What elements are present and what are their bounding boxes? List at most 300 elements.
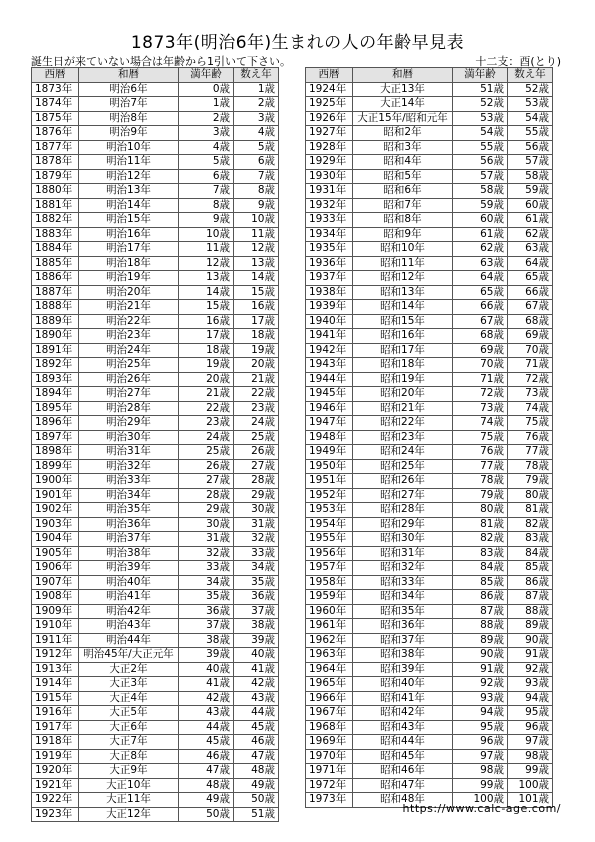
cell-counted-age: 7歳 <box>234 169 279 184</box>
cell-western-year: 1922年 <box>32 793 79 808</box>
cell-full-age: 91歳 <box>453 662 508 677</box>
cell-counted-age: 16歳 <box>234 300 279 315</box>
cell-full-age: 51歳 <box>453 82 508 97</box>
table-row <box>32 401 279 416</box>
cell-full-age: 69歳 <box>453 343 508 358</box>
table-row <box>32 561 279 576</box>
table-row <box>32 793 279 808</box>
cell-japanese-era: 昭和33年 <box>353 575 453 590</box>
cell-western-year: 1884年 <box>32 242 79 257</box>
cell-counted-age: 2歳 <box>234 97 279 112</box>
table-row <box>32 213 279 228</box>
cell-full-age: 88歳 <box>453 619 508 634</box>
cell-western-year: 1972年 <box>306 778 353 793</box>
cell-full-age: 64歳 <box>453 271 508 286</box>
cell-western-year: 1897年 <box>32 430 79 445</box>
cell-western-year: 1894年 <box>32 387 79 402</box>
table-row <box>306 256 553 271</box>
cell-japanese-era: 昭和16年 <box>353 329 453 344</box>
cell-full-age: 22歳 <box>179 401 234 416</box>
table-row <box>306 111 553 126</box>
cell-japanese-era: 明治27年 <box>79 387 179 402</box>
cell-japanese-era: 明治39年 <box>79 561 179 576</box>
cell-counted-age: 13歳 <box>234 256 279 271</box>
cell-counted-age: 38歳 <box>234 619 279 634</box>
cell-full-age: 14歳 <box>179 285 234 300</box>
cell-japanese-era: 昭和14年 <box>353 300 453 315</box>
cell-western-year: 1958年 <box>306 575 353 590</box>
cell-counted-age: 75歳 <box>508 416 553 431</box>
cell-western-year: 1936年 <box>306 256 353 271</box>
cell-japanese-era: 大正8年 <box>79 749 179 764</box>
cell-japanese-era: 明治21年 <box>79 300 179 315</box>
cell-full-age: 10歳 <box>179 227 234 242</box>
cell-japanese-era: 明治10年 <box>79 140 179 155</box>
cell-western-year: 1879年 <box>32 169 79 184</box>
cell-full-age: 63歳 <box>453 256 508 271</box>
table-row <box>32 416 279 431</box>
cell-japanese-era: 明治40年 <box>79 575 179 590</box>
cell-full-age: 9歳 <box>179 213 234 228</box>
cell-counted-age: 80歳 <box>508 488 553 503</box>
cell-western-year: 1876年 <box>32 126 79 141</box>
cell-western-year: 1971年 <box>306 764 353 779</box>
cell-western-year: 1912年 <box>32 648 79 663</box>
cell-counted-age: 10歳 <box>234 213 279 228</box>
table-row <box>32 256 279 271</box>
cell-western-year: 1892年 <box>32 358 79 373</box>
header-counted-age: 数え年 <box>234 68 279 83</box>
cell-counted-age: 20歳 <box>234 358 279 373</box>
cell-full-age: 59歳 <box>453 198 508 213</box>
cell-counted-age: 15歳 <box>234 285 279 300</box>
cell-counted-age: 32歳 <box>234 532 279 547</box>
cell-counted-age: 94歳 <box>508 691 553 706</box>
table-row <box>32 343 279 358</box>
header-counted-age: 数え年 <box>508 68 553 83</box>
cell-counted-age: 88歳 <box>508 604 553 619</box>
table-row <box>32 735 279 750</box>
cell-counted-age: 41歳 <box>234 662 279 677</box>
cell-counted-age: 39歳 <box>234 633 279 648</box>
cell-western-year: 1925年 <box>306 97 353 112</box>
table-row <box>32 184 279 199</box>
cell-counted-age: 79歳 <box>508 474 553 489</box>
cell-western-year: 1880年 <box>32 184 79 199</box>
cell-western-year: 1949年 <box>306 445 353 460</box>
cell-western-year: 1970年 <box>306 749 353 764</box>
cell-western-year: 1906年 <box>32 561 79 576</box>
table-row <box>32 706 279 721</box>
cell-full-age: 50歳 <box>179 807 234 822</box>
table-row <box>306 778 553 793</box>
cell-counted-age: 47歳 <box>234 749 279 764</box>
cell-counted-age: 77歳 <box>508 445 553 460</box>
table-row <box>306 764 553 779</box>
cell-counted-age: 90歳 <box>508 633 553 648</box>
cell-japanese-era: 明治17年 <box>79 242 179 257</box>
cell-japanese-era: 昭和40年 <box>353 677 453 692</box>
cell-western-year: 1895年 <box>32 401 79 416</box>
cell-japanese-era: 大正9年 <box>79 764 179 779</box>
cell-western-year: 1969年 <box>306 735 353 750</box>
cell-western-year: 1913年 <box>32 662 79 677</box>
cell-counted-age: 22歳 <box>234 387 279 402</box>
cell-western-year: 1960年 <box>306 604 353 619</box>
cell-japanese-era: 昭和36年 <box>353 619 453 634</box>
table-header-row <box>306 68 553 83</box>
cell-counted-age: 64歳 <box>508 256 553 271</box>
cell-counted-age: 74歳 <box>508 401 553 416</box>
cell-counted-age: 50歳 <box>234 793 279 808</box>
cell-full-age: 71歳 <box>453 372 508 387</box>
cell-japanese-era: 大正10年 <box>79 778 179 793</box>
cell-japanese-era: 明治36年 <box>79 517 179 532</box>
cell-counted-age: 48歳 <box>234 764 279 779</box>
cell-full-age: 85歳 <box>453 575 508 590</box>
cell-western-year: 1901年 <box>32 488 79 503</box>
cell-full-age: 23歳 <box>179 416 234 431</box>
cell-japanese-era: 明治16年 <box>79 227 179 242</box>
table-row <box>306 430 553 445</box>
table-row <box>306 488 553 503</box>
cell-western-year: 1962年 <box>306 633 353 648</box>
table-row <box>306 416 553 431</box>
cell-western-year: 1961年 <box>306 619 353 634</box>
cell-japanese-era: 昭和37年 <box>353 633 453 648</box>
cell-western-year: 1890年 <box>32 329 79 344</box>
cell-japanese-era: 明治43年 <box>79 619 179 634</box>
cell-counted-age: 68歳 <box>508 314 553 329</box>
cell-full-age: 70歳 <box>453 358 508 373</box>
cell-counted-age: 19歳 <box>234 343 279 358</box>
zodiac-label: 十二支：酉(とり) <box>475 55 561 68</box>
cell-western-year: 1951年 <box>306 474 353 489</box>
table-row <box>306 604 553 619</box>
cell-japanese-era: 明治24年 <box>79 343 179 358</box>
cell-counted-age: 14歳 <box>234 271 279 286</box>
cell-western-year: 1915年 <box>32 691 79 706</box>
table-row <box>32 82 279 97</box>
cell-western-year: 1940年 <box>306 314 353 329</box>
cell-counted-age: 95歳 <box>508 706 553 721</box>
cell-western-year: 1955年 <box>306 532 353 547</box>
cell-japanese-era: 明治23年 <box>79 329 179 344</box>
table-row <box>32 633 279 648</box>
cell-full-age: 58歳 <box>453 184 508 199</box>
table-row <box>306 677 553 692</box>
cell-western-year: 1902年 <box>32 503 79 518</box>
cell-counted-age: 67歳 <box>508 300 553 315</box>
header-full-age: 満年齢 <box>179 68 234 83</box>
cell-full-age: 19歳 <box>179 358 234 373</box>
cell-western-year: 1934年 <box>306 227 353 242</box>
cell-full-age: 6歳 <box>179 169 234 184</box>
cell-counted-age: 27歳 <box>234 459 279 474</box>
cell-western-year: 1888年 <box>32 300 79 315</box>
cell-full-age: 40歳 <box>179 662 234 677</box>
table-row <box>306 401 553 416</box>
cell-western-year: 1965年 <box>306 677 353 692</box>
cell-japanese-era: 昭和43年 <box>353 720 453 735</box>
cell-counted-age: 34歳 <box>234 561 279 576</box>
cell-western-year: 1903年 <box>32 517 79 532</box>
cell-western-year: 1948年 <box>306 430 353 445</box>
cell-full-age: 76歳 <box>453 445 508 460</box>
header-full-age: 満年齢 <box>453 68 508 83</box>
cell-western-year: 1878年 <box>32 155 79 170</box>
table-row <box>306 662 553 677</box>
cell-full-age: 1歳 <box>179 97 234 112</box>
table-row <box>306 720 553 735</box>
cell-counted-age: 56歳 <box>508 140 553 155</box>
table-row <box>32 575 279 590</box>
cell-western-year: 1924年 <box>306 82 353 97</box>
cell-western-year: 1931年 <box>306 184 353 199</box>
cell-western-year: 1968年 <box>306 720 353 735</box>
cell-full-age: 60歳 <box>453 213 508 228</box>
cell-counted-age: 46歳 <box>234 735 279 750</box>
table-row <box>306 271 553 286</box>
cell-western-year: 1916年 <box>32 706 79 721</box>
header-western-year: 西暦 <box>306 68 353 83</box>
cell-counted-age: 62歳 <box>508 227 553 242</box>
cell-full-age: 33歳 <box>179 561 234 576</box>
cell-counted-age: 26歳 <box>234 445 279 460</box>
cell-counted-age: 45歳 <box>234 720 279 735</box>
cell-western-year: 1898年 <box>32 445 79 460</box>
cell-japanese-era: 昭和22年 <box>353 416 453 431</box>
cell-counted-age: 51歳 <box>234 807 279 822</box>
cell-japanese-era: 昭和34年 <box>353 590 453 605</box>
table-row <box>306 532 553 547</box>
cell-western-year: 1896年 <box>32 416 79 431</box>
cell-japanese-era: 明治11年 <box>79 155 179 170</box>
cell-counted-age: 40歳 <box>234 648 279 663</box>
table-row <box>32 662 279 677</box>
cell-japanese-era: 昭和8年 <box>353 213 453 228</box>
cell-counted-age: 100歳 <box>508 778 553 793</box>
cell-western-year: 1920年 <box>32 764 79 779</box>
cell-full-age: 28歳 <box>179 488 234 503</box>
cell-western-year: 1941年 <box>306 329 353 344</box>
cell-japanese-era: 昭和13年 <box>353 285 453 300</box>
table-row <box>32 169 279 184</box>
table-row <box>306 227 553 242</box>
cell-western-year: 1887年 <box>32 285 79 300</box>
cell-full-age: 12歳 <box>179 256 234 271</box>
cell-full-age: 37歳 <box>179 619 234 634</box>
cell-counted-age: 24歳 <box>234 416 279 431</box>
table-row <box>306 372 553 387</box>
cell-western-year: 1907年 <box>32 575 79 590</box>
cell-japanese-era: 大正7年 <box>79 735 179 750</box>
cell-full-age: 52歳 <box>453 97 508 112</box>
cell-japanese-era: 昭和12年 <box>353 271 453 286</box>
cell-full-age: 7歳 <box>179 184 234 199</box>
cell-japanese-era: 昭和29年 <box>353 517 453 532</box>
cell-counted-age: 99歳 <box>508 764 553 779</box>
table-row <box>32 111 279 126</box>
table-row <box>32 445 279 460</box>
cell-japanese-era: 大正15年/昭和元年 <box>353 111 453 126</box>
cell-japanese-era: 昭和10年 <box>353 242 453 257</box>
cell-full-age: 15歳 <box>179 300 234 315</box>
cell-japanese-era: 明治26年 <box>79 372 179 387</box>
cell-japanese-era: 大正6年 <box>79 720 179 735</box>
table-row <box>306 82 553 97</box>
cell-full-age: 72歳 <box>453 387 508 402</box>
cell-counted-age: 52歳 <box>508 82 553 97</box>
cell-counted-age: 82歳 <box>508 517 553 532</box>
cell-full-age: 74歳 <box>453 416 508 431</box>
cell-japanese-era: 昭和5年 <box>353 169 453 184</box>
cell-japanese-era: 明治34年 <box>79 488 179 503</box>
table-row <box>32 372 279 387</box>
cell-japanese-era: 明治6年 <box>79 82 179 97</box>
cell-japanese-era: 昭和26年 <box>353 474 453 489</box>
cell-full-age: 86歳 <box>453 590 508 605</box>
table-row <box>32 648 279 663</box>
cell-japanese-era: 大正5年 <box>79 706 179 721</box>
table-row <box>32 807 279 822</box>
cell-western-year: 1959年 <box>306 590 353 605</box>
table-row <box>306 213 553 228</box>
cell-western-year: 1953年 <box>306 503 353 518</box>
cell-japanese-era: 大正11年 <box>79 793 179 808</box>
cell-full-age: 24歳 <box>179 430 234 445</box>
cell-counted-age: 60歳 <box>508 198 553 213</box>
cell-full-age: 11歳 <box>179 242 234 257</box>
cell-japanese-era: 昭和7年 <box>353 198 453 213</box>
cell-full-age: 0歳 <box>179 82 234 97</box>
cell-japanese-era: 昭和31年 <box>353 546 453 561</box>
cell-western-year: 1947年 <box>306 416 353 431</box>
cell-western-year: 1904年 <box>32 532 79 547</box>
cell-counted-age: 43歳 <box>234 691 279 706</box>
cell-western-year: 1932年 <box>306 198 353 213</box>
cell-japanese-era: 昭和15年 <box>353 314 453 329</box>
table-header-row <box>32 68 279 83</box>
table-row <box>306 648 553 663</box>
cell-japanese-era: 昭和41年 <box>353 691 453 706</box>
cell-western-year: 1967年 <box>306 706 353 721</box>
cell-japanese-era: 明治37年 <box>79 532 179 547</box>
cell-counted-age: 28歳 <box>234 474 279 489</box>
cell-full-age: 36歳 <box>179 604 234 619</box>
cell-counted-age: 33歳 <box>234 546 279 561</box>
table-row <box>306 561 553 576</box>
cell-full-age: 98歳 <box>453 764 508 779</box>
cell-full-age: 8歳 <box>179 198 234 213</box>
cell-japanese-era: 明治20年 <box>79 285 179 300</box>
cell-western-year: 1921年 <box>32 778 79 793</box>
cell-western-year: 1923年 <box>32 807 79 822</box>
cell-full-age: 82歳 <box>453 532 508 547</box>
cell-japanese-era: 明治25年 <box>79 358 179 373</box>
cell-japanese-era: 明治33年 <box>79 474 179 489</box>
table-row <box>306 387 553 402</box>
cell-counted-age: 3歳 <box>234 111 279 126</box>
cell-counted-age: 35歳 <box>234 575 279 590</box>
table-row <box>306 198 553 213</box>
cell-western-year: 1928年 <box>306 140 353 155</box>
cell-counted-age: 89歳 <box>508 619 553 634</box>
table-row <box>306 749 553 764</box>
cell-japanese-era: 昭和44年 <box>353 735 453 750</box>
cell-japanese-era: 昭和45年 <box>353 749 453 764</box>
cell-counted-age: 23歳 <box>234 401 279 416</box>
cell-counted-age: 78歳 <box>508 459 553 474</box>
cell-full-age: 55歳 <box>453 140 508 155</box>
cell-japanese-era: 明治18年 <box>79 256 179 271</box>
cell-full-age: 94歳 <box>453 706 508 721</box>
cell-japanese-era: 大正14年 <box>353 97 453 112</box>
cell-counted-age: 25歳 <box>234 430 279 445</box>
cell-full-age: 67歳 <box>453 314 508 329</box>
cell-japanese-era: 昭和23年 <box>353 430 453 445</box>
cell-japanese-era: 明治14年 <box>79 198 179 213</box>
cell-counted-age: 93歳 <box>508 677 553 692</box>
table-row <box>32 503 279 518</box>
cell-counted-age: 29歳 <box>234 488 279 503</box>
cell-japanese-era: 明治29年 <box>79 416 179 431</box>
cell-counted-age: 70歳 <box>508 343 553 358</box>
cell-counted-age: 4歳 <box>234 126 279 141</box>
cell-counted-age: 72歳 <box>508 372 553 387</box>
table-row <box>32 126 279 141</box>
cell-western-year: 1929年 <box>306 155 353 170</box>
cell-full-age: 57歳 <box>453 169 508 184</box>
table-row <box>306 575 553 590</box>
cell-counted-age: 18歳 <box>234 329 279 344</box>
header-japanese-era: 和暦 <box>353 68 453 83</box>
cell-japanese-era: 明治31年 <box>79 445 179 460</box>
cell-full-age: 93歳 <box>453 691 508 706</box>
cell-western-year: 1945年 <box>306 387 353 402</box>
cell-counted-age: 36歳 <box>234 590 279 605</box>
cell-japanese-era: 明治42年 <box>79 604 179 619</box>
cell-full-age: 38歳 <box>179 633 234 648</box>
cell-counted-age: 57歳 <box>508 155 553 170</box>
table-row <box>306 735 553 750</box>
cell-japanese-era: 昭和38年 <box>353 648 453 663</box>
cell-full-age: 99歳 <box>453 778 508 793</box>
cell-full-age: 84歳 <box>453 561 508 576</box>
table-row <box>32 97 279 112</box>
cell-counted-age: 84歳 <box>508 546 553 561</box>
cell-full-age: 48歳 <box>179 778 234 793</box>
cell-counted-age: 58歳 <box>508 169 553 184</box>
page-title: 1873年(明治6年)生まれの人の年齢早見表 <box>130 33 465 53</box>
cell-japanese-era: 昭和9年 <box>353 227 453 242</box>
cell-counted-age: 97歳 <box>508 735 553 750</box>
table-row <box>306 242 553 257</box>
age-table-left <box>31 67 279 822</box>
cell-full-age: 35歳 <box>179 590 234 605</box>
cell-full-age: 89歳 <box>453 633 508 648</box>
cell-japanese-era: 昭和21年 <box>353 401 453 416</box>
cell-counted-age: 61歳 <box>508 213 553 228</box>
table-row <box>32 329 279 344</box>
cell-counted-age: 37歳 <box>234 604 279 619</box>
cell-counted-age: 73歳 <box>508 387 553 402</box>
table-row <box>32 532 279 547</box>
cell-counted-age: 63歳 <box>508 242 553 257</box>
cell-western-year: 1956年 <box>306 546 353 561</box>
cell-japanese-era: 昭和28年 <box>353 503 453 518</box>
table-row <box>32 488 279 503</box>
